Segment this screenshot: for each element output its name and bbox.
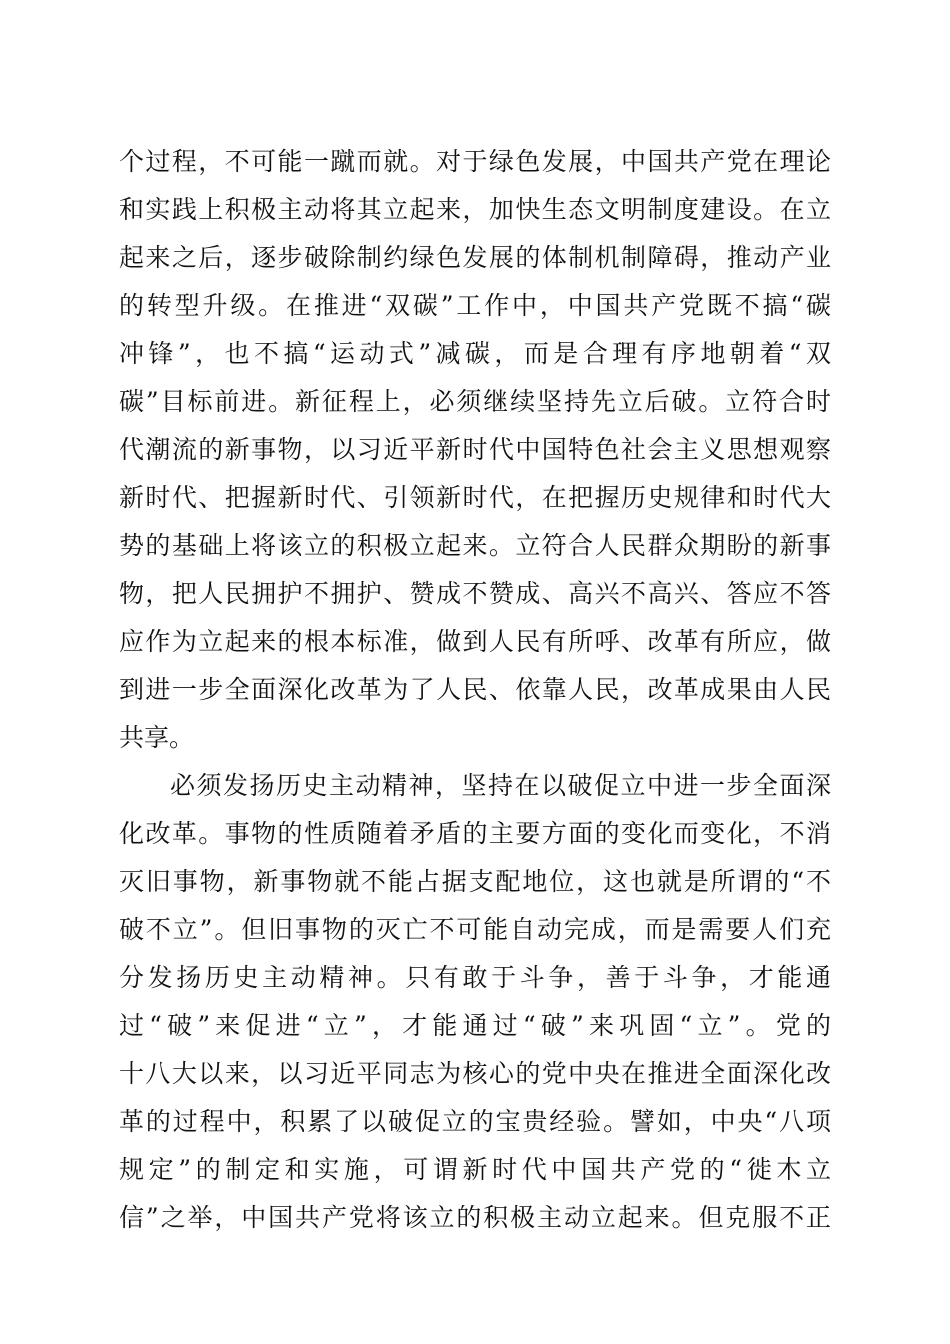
paragraph-1-line-6: 碳”目标前进。新征程上，必须继续坚持先立后破。立符合时	[119, 387, 831, 416]
paragraph-1-line-10: 物，把人民拥护不拥护、赞成不赞成、高兴不高兴、答应不答	[119, 579, 831, 608]
paragraph-2-line-10: 信”之举，中国共产党将该立的积极主动立起来。但克服不正	[119, 1203, 831, 1232]
paragraph-1-line-3: 起来之后，逐步破除制约绿色发展的体制机制障碍，推动产业	[119, 243, 831, 272]
paragraph-1-line-4: 的转型升级。在推进“双碳”工作中，中国共产党既不搞“碳	[119, 291, 831, 320]
paragraph-2-line-8: 革的过程中，积累了以破促立的宝贵经验。譬如，中央“八项	[119, 1107, 831, 1136]
paragraph-1-line-8: 新时代、把握新时代、引领新时代，在把握历史规律和时代大	[119, 483, 831, 512]
paragraph-1-line-9: 势的基础上将该立的积极立起来。立符合人民群众期盼的新事	[119, 531, 831, 560]
paragraph-1-line-11: 应作为立起来的根本标准，做到人民有所呼、改革有所应，做	[119, 627, 831, 656]
paragraph-1-line-12: 到进一步全面深化改革为了人民、依靠人民，改革成果由人民	[119, 675, 831, 704]
paragraph-2-line-9: 规定”的制定和实施，可谓新时代中国共产党的“徙木立	[119, 1155, 831, 1184]
paragraph-1-line-1: 个过程，不可能一蹴而就。对于绿色发展，中国共产党在理论	[119, 147, 831, 176]
paragraph-2-line-3: 灭旧事物，新事物就不能占据支配地位，这也就是所谓的“不	[119, 867, 831, 896]
paragraph-1-line-2: 和实践上积极主动将其立起来，加快生态文明制度建设。在立	[119, 195, 831, 224]
paragraph-1-line-7: 代潮流的新事物，以习近平新时代中国特色社会主义思想观察	[119, 435, 831, 464]
paragraph-2-line-6: 过“破”来促进“立”，才能通过“破”来巩固“立”。党的	[119, 1011, 831, 1040]
paragraph-2-line-7: 十八大以来，以习近平同志为核心的党中央在推进全面深化改	[119, 1059, 831, 1088]
paragraph-1-line-5: 冲锋”，也不搞“运动式”减碳，而是合理有序地朝着“双	[119, 339, 831, 368]
paragraph-2-line-4: 破不立”。但旧事物的灭亡不可能自动完成，而是需要人们充	[119, 915, 831, 944]
paragraph-1-line-13: 共享。	[119, 723, 195, 752]
paragraph-2-line-5: 分发扬历史主动精神。只有敢于斗争，善于斗争，才能通	[119, 963, 831, 992]
paragraph-2-line-1: 必须发扬历史主动精神，坚持在以破促立中进一步全面深	[170, 771, 831, 800]
paragraph-2-line-2: 化改革。事物的性质随着矛盾的主要方面的变化而变化，不消	[119, 819, 831, 848]
